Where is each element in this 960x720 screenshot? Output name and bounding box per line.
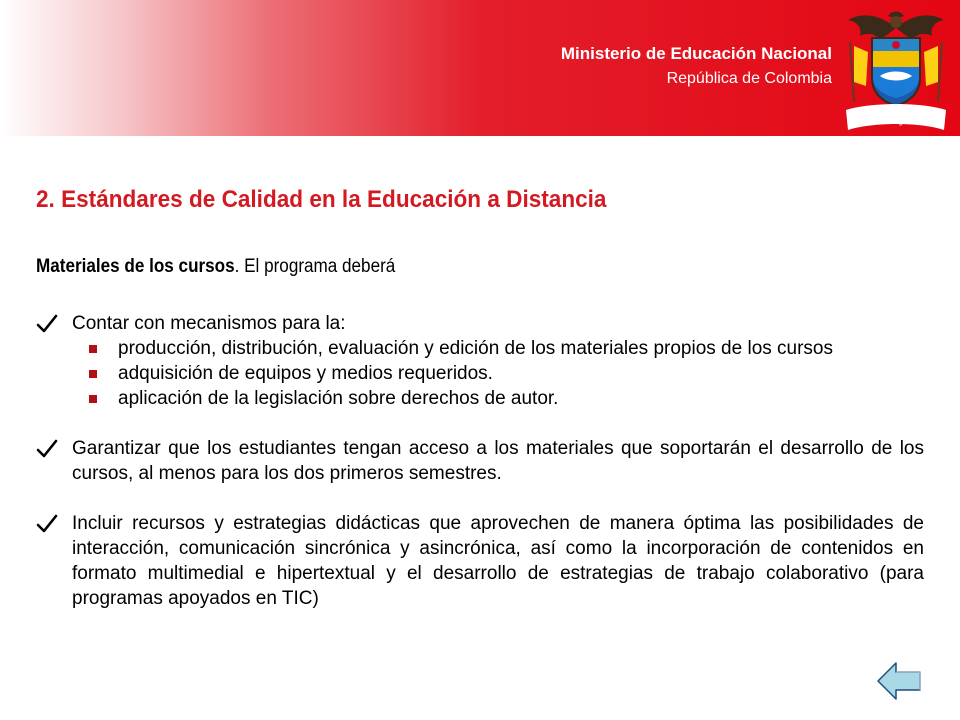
checkmark-icon bbox=[36, 313, 58, 335]
intro-line bbox=[36, 254, 835, 279]
list-item bbox=[36, 311, 924, 336]
sub-list bbox=[36, 336, 924, 411]
checkmark-icon bbox=[36, 438, 58, 460]
square-bullet-icon bbox=[89, 345, 97, 353]
intro-bold: Materiales de los cursos bbox=[36, 256, 235, 277]
list-item bbox=[36, 436, 924, 486]
ministry-name: Ministerio de Educación Nacional bbox=[560, 44, 832, 63]
intro-rest: . El programa deberá bbox=[234, 256, 396, 277]
square-bullet-icon bbox=[89, 395, 97, 403]
sub-list-item-text: aplicación de la legislación sobre derechos de autor. bbox=[118, 388, 559, 409]
list-item-text: Contar con mecanismos para la: bbox=[72, 313, 346, 334]
republic-name: República de Colombia bbox=[666, 70, 832, 87]
sub-list-item bbox=[36, 386, 924, 411]
list-item-text: Incluir recursos y estrategias didácticas que aprovechen de manera óptima las posibilidades de interacción, comunicación sincrónica y asincrónica, así como la incorporación de contenidos en formato multimedial e hipertextual y el desarrollo de estrategias de trabajo colaborativo (para programas apoyados en TIC) bbox=[72, 513, 924, 609]
square-bullet-icon bbox=[89, 370, 97, 378]
sub-list-item bbox=[36, 336, 924, 361]
coat-of-arms-icon bbox=[840, 6, 952, 132]
sub-list-item-text: adquisición de equipos y medios requeridos. bbox=[118, 363, 493, 384]
header-banner bbox=[0, 0, 960, 136]
checkmark-icon bbox=[36, 513, 58, 535]
sub-list-item bbox=[36, 361, 924, 386]
list-item bbox=[36, 511, 924, 611]
slide-title: 2. Estándares de Calidad en la Educación a Distancia bbox=[36, 186, 607, 213]
list-item-text: Garantizar que los estudiantes tengan acceso a los materiales que soportarán el desarrollo de los cursos, al menos para los dos primeros semestres. bbox=[72, 438, 924, 484]
sub-list-item-text: producción, distribución, evaluación y edición de los materiales propios de los cursos bbox=[118, 338, 833, 359]
back-arrow-icon[interactable] bbox=[876, 660, 924, 702]
slide-content bbox=[36, 254, 924, 611]
seal-motto: Libertad y Orden bbox=[846, 111, 946, 126]
